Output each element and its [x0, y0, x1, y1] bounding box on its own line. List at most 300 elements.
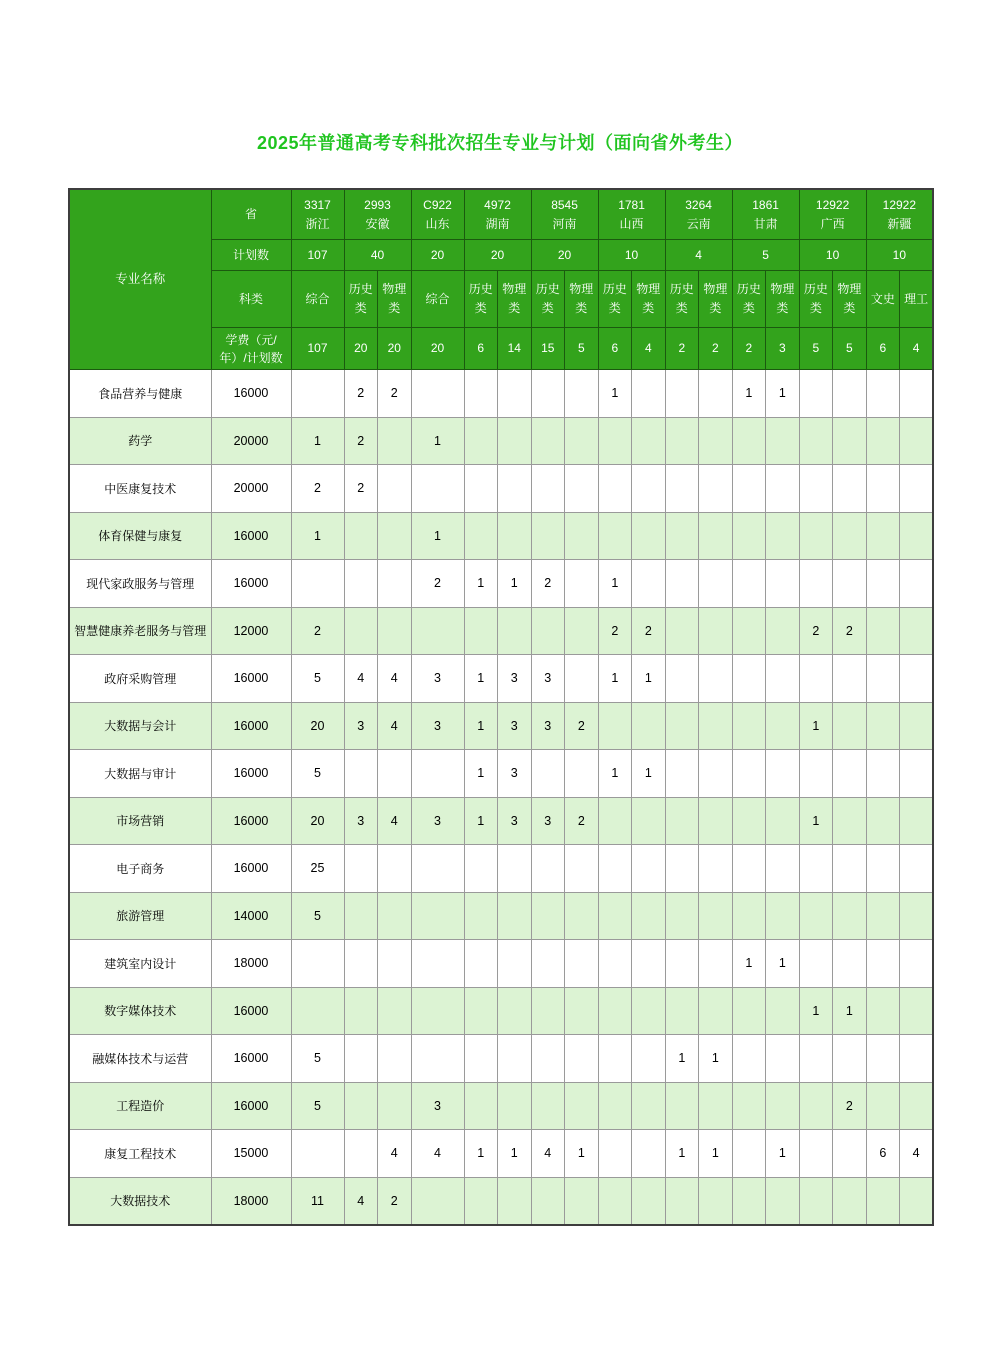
plan-value-cell: 4	[378, 797, 412, 845]
plan-value-cell: 1	[766, 370, 800, 418]
province-name: 云南	[686, 216, 711, 231]
plan-value-cell	[732, 417, 766, 465]
plan-value-cell	[766, 560, 800, 608]
plan-value-cell	[411, 987, 464, 1035]
plan-value-cell	[799, 512, 833, 560]
plan-value-cell	[531, 607, 565, 655]
province-name: 山西	[619, 216, 644, 231]
quota-cell: 2	[732, 328, 766, 370]
plan-value-cell	[565, 1082, 599, 1130]
plan-value-cell: 2	[344, 370, 378, 418]
plan-value-cell	[665, 1177, 699, 1225]
plan-value-cell	[866, 1177, 900, 1225]
plan-value-cell: 1	[464, 750, 498, 798]
plan-value-cell: 2	[565, 797, 599, 845]
plan-value-cell	[632, 465, 666, 513]
plan-value-cell: 11	[291, 1177, 344, 1225]
plan-value-cell	[766, 987, 800, 1035]
province-name: 安徽	[365, 216, 390, 231]
major-name-cell: 大数据与审计	[69, 750, 211, 798]
plan-value-cell	[766, 845, 800, 893]
plan-value-cell: 3	[531, 655, 565, 703]
plan-value-cell	[598, 1130, 632, 1178]
subject-cell: 物理类	[565, 271, 599, 328]
plan-value-cell	[531, 1177, 565, 1225]
plan-value-cell	[732, 987, 766, 1035]
plan-value-cell	[900, 512, 934, 560]
plan-value-cell: 1	[632, 655, 666, 703]
plan-value-cell: 5	[291, 1035, 344, 1083]
province-cell	[531, 189, 598, 240]
major-row	[69, 797, 933, 845]
fee-cell: 16000	[211, 370, 291, 418]
quota-cell: 2	[699, 328, 733, 370]
plan-count-cell: 10	[866, 240, 933, 271]
plan-value-cell: 1	[411, 417, 464, 465]
plan-value-cell	[900, 940, 934, 988]
subject-cell: 历史类	[799, 271, 833, 328]
plan-value-cell	[799, 940, 833, 988]
plan-value-cell	[799, 655, 833, 703]
quota-cell: 5	[833, 328, 867, 370]
subject-cell: 综合	[291, 271, 344, 328]
quota-cell: 20	[411, 328, 464, 370]
plan-value-cell	[866, 892, 900, 940]
plan-value-cell	[799, 1130, 833, 1178]
plan-value-cell	[866, 1035, 900, 1083]
plan-value-cell	[411, 845, 464, 893]
subject-cell: 历史类	[732, 271, 766, 328]
plan-value-cell	[665, 607, 699, 655]
fee-cell: 16000	[211, 1082, 291, 1130]
plan-value-cell	[699, 465, 733, 513]
subject-cell: 历史类	[598, 271, 632, 328]
plan-value-cell	[866, 655, 900, 703]
plan-value-cell	[900, 607, 934, 655]
plan-value-cell	[632, 417, 666, 465]
plan-row-label: 计划数	[211, 240, 291, 271]
plan-value-cell	[565, 892, 599, 940]
plan-value-cell	[632, 940, 666, 988]
province-row-label: 省	[211, 189, 291, 240]
plan-count-cell: 5	[732, 240, 799, 271]
plan-value-cell: 1	[799, 797, 833, 845]
page-title: 2025年普通高考专科批次招生专业与计划（面向省外考生）	[256, 133, 744, 153]
plan-value-cell: 1	[699, 1035, 733, 1083]
plan-value-cell: 3	[411, 797, 464, 845]
plan-value-cell	[732, 892, 766, 940]
plan-value-cell	[799, 1177, 833, 1225]
plan-value-cell	[531, 750, 565, 798]
plan-value-cell	[732, 607, 766, 655]
plan-value-cell	[699, 892, 733, 940]
major-row	[69, 845, 933, 893]
major-row	[69, 560, 933, 608]
plan-value-cell	[498, 845, 532, 893]
plan-value-cell	[632, 1035, 666, 1083]
fee-cell: 15000	[211, 1130, 291, 1178]
plan-value-cell	[565, 987, 599, 1035]
major-name-cell: 中医康复技术	[69, 465, 211, 513]
province-cell	[291, 189, 344, 240]
major-name-cell: 融媒体技术与运营	[69, 1035, 211, 1083]
province-name: 甘肃	[753, 216, 778, 231]
plan-value-cell	[531, 892, 565, 940]
plan-value-cell: 1	[464, 797, 498, 845]
plan-value-cell: 1	[699, 1130, 733, 1178]
plan-value-cell: 3	[498, 702, 532, 750]
major-row	[69, 512, 933, 560]
major-row	[69, 607, 933, 655]
fee-cell: 16000	[211, 702, 291, 750]
plan-value-cell	[699, 655, 733, 703]
plan-value-cell	[699, 560, 733, 608]
major-row	[69, 750, 933, 798]
fee-row-label: 学费（元/年）/计划数	[211, 328, 291, 370]
plan-value-cell	[598, 987, 632, 1035]
plan-value-cell	[732, 702, 766, 750]
plan-value-cell	[732, 1177, 766, 1225]
plan-value-cell	[833, 417, 867, 465]
plan-value-cell	[900, 1082, 934, 1130]
plan-value-cell	[411, 892, 464, 940]
plan-value-cell	[498, 1035, 532, 1083]
plan-value-cell	[411, 750, 464, 798]
plan-value-cell	[464, 987, 498, 1035]
plan-value-cell	[699, 702, 733, 750]
plan-value-cell	[833, 1035, 867, 1083]
plan-value-cell: 2	[598, 607, 632, 655]
plan-value-cell	[598, 465, 632, 513]
province-cell	[665, 189, 732, 240]
plan-value-cell: 1	[464, 560, 498, 608]
subject-cell: 历史类	[665, 271, 699, 328]
subject-cell: 文史	[866, 271, 900, 328]
plan-value-cell	[900, 560, 934, 608]
plan-value-cell: 6	[866, 1130, 900, 1178]
plan-count-cell: 20	[464, 240, 531, 271]
plan-value-cell	[344, 512, 378, 560]
plan-value-cell: 2	[291, 465, 344, 513]
plan-value-cell	[565, 417, 599, 465]
plan-value-cell: 1	[598, 655, 632, 703]
plan-value-cell	[766, 892, 800, 940]
plan-value-cell: 2	[565, 702, 599, 750]
plan-value-cell	[378, 845, 412, 893]
province-code: 1861	[752, 197, 779, 212]
plan-value-cell	[498, 987, 532, 1035]
plan-value-cell: 1	[665, 1130, 699, 1178]
plan-value-cell: 1	[598, 370, 632, 418]
quota-cell: 6	[598, 328, 632, 370]
plan-value-cell: 2	[833, 1082, 867, 1130]
plan-value-cell	[291, 1130, 344, 1178]
plan-value-cell	[344, 750, 378, 798]
plan-value-cell	[344, 1035, 378, 1083]
plan-value-cell	[866, 987, 900, 1035]
major-row	[69, 1035, 933, 1083]
province-code: C922	[423, 197, 452, 212]
plan-value-cell: 1	[411, 512, 464, 560]
plan-value-cell	[378, 417, 412, 465]
plan-value-cell	[344, 892, 378, 940]
province-cell	[464, 189, 531, 240]
plan-value-cell	[464, 1035, 498, 1083]
plan-value-cell	[632, 370, 666, 418]
plan-value-cell: 5	[291, 655, 344, 703]
plan-value-cell	[498, 1082, 532, 1130]
plan-value-cell	[411, 465, 464, 513]
subject-cell: 物理类	[632, 271, 666, 328]
major-row	[69, 987, 933, 1035]
plan-value-cell	[665, 417, 699, 465]
plan-value-cell: 2	[344, 417, 378, 465]
plan-value-cell	[531, 1035, 565, 1083]
plan-value-cell	[866, 607, 900, 655]
plan-value-cell	[799, 1035, 833, 1083]
plan-value-cell	[732, 1035, 766, 1083]
plan-value-cell	[866, 512, 900, 560]
plan-value-cell	[866, 1082, 900, 1130]
plan-value-cell	[378, 1035, 412, 1083]
plan-value-cell: 1	[665, 1035, 699, 1083]
plan-value-cell	[464, 512, 498, 560]
plan-value-cell	[565, 940, 599, 988]
plan-value-cell	[565, 655, 599, 703]
fee-cell: 16000	[211, 560, 291, 608]
plan-value-cell: 1	[833, 987, 867, 1035]
plan-value-cell	[531, 512, 565, 560]
plan-value-cell	[598, 417, 632, 465]
plan-value-cell	[900, 1177, 934, 1225]
plan-value-cell: 1	[598, 750, 632, 798]
plan-value-cell	[699, 417, 733, 465]
plan-value-cell	[632, 560, 666, 608]
plan-value-cell	[598, 1177, 632, 1225]
fee-cell: 16000	[211, 750, 291, 798]
plan-value-cell	[732, 560, 766, 608]
plan-value-cell	[665, 940, 699, 988]
plan-value-cell	[498, 607, 532, 655]
province-cell	[732, 189, 799, 240]
admission-plan-table	[68, 188, 934, 1226]
fee-cell: 20000	[211, 465, 291, 513]
plan-value-cell	[598, 702, 632, 750]
plan-value-cell	[833, 750, 867, 798]
plan-value-cell	[498, 940, 532, 988]
plan-value-cell: 1	[291, 417, 344, 465]
subject-cell: 物理类	[498, 271, 532, 328]
major-row	[69, 465, 933, 513]
plan-value-cell	[565, 1035, 599, 1083]
plan-value-cell	[732, 465, 766, 513]
plan-value-cell: 4	[344, 655, 378, 703]
fee-cell: 12000	[211, 607, 291, 655]
plan-value-cell	[498, 1177, 532, 1225]
plan-value-cell	[900, 465, 934, 513]
province-code: 1781	[618, 197, 645, 212]
major-row	[69, 1082, 933, 1130]
fee-cell: 16000	[211, 655, 291, 703]
plan-value-cell	[799, 845, 833, 893]
table-body	[69, 370, 933, 1226]
subject-row-label: 科类	[211, 271, 291, 328]
plan-value-cell	[766, 1177, 800, 1225]
plan-value-cell	[766, 702, 800, 750]
major-row	[69, 655, 933, 703]
plan-value-cell: 3	[344, 797, 378, 845]
fee-cell: 16000	[211, 512, 291, 560]
plan-value-cell	[632, 1177, 666, 1225]
plan-value-cell	[799, 750, 833, 798]
plan-value-cell	[866, 702, 900, 750]
plan-value-cell	[900, 797, 934, 845]
plan-value-cell: 2	[378, 1177, 412, 1225]
plan-value-cell	[833, 702, 867, 750]
subject-cell: 物理类	[378, 271, 412, 328]
major-name-cell: 旅游管理	[69, 892, 211, 940]
plan-value-cell	[378, 560, 412, 608]
plan-value-cell: 20	[291, 702, 344, 750]
major-name-cell: 电子商务	[69, 845, 211, 893]
quota-cell: 2	[665, 328, 699, 370]
corner-major-name-label: 专业名称	[69, 189, 211, 370]
plan-value-cell	[732, 845, 766, 893]
province-code: 3264	[685, 197, 712, 212]
plan-value-cell: 1	[732, 940, 766, 988]
plan-value-cell	[565, 845, 599, 893]
plan-value-cell: 1	[799, 987, 833, 1035]
plan-value-cell	[833, 892, 867, 940]
subject-cell: 物理类	[833, 271, 867, 328]
plan-value-cell	[531, 1082, 565, 1130]
plan-value-cell	[732, 1082, 766, 1130]
major-row	[69, 417, 933, 465]
plan-value-cell	[766, 607, 800, 655]
plan-value-cell	[565, 750, 599, 798]
plan-value-cell: 2	[799, 607, 833, 655]
plan-value-cell	[291, 987, 344, 1035]
quota-cell: 6	[866, 328, 900, 370]
plan-value-cell: 1	[464, 1130, 498, 1178]
plan-value-cell	[598, 1035, 632, 1083]
plan-value-cell	[565, 465, 599, 513]
province-cell	[866, 189, 933, 240]
plan-value-cell	[598, 797, 632, 845]
plan-value-cell	[464, 1177, 498, 1225]
quota-cell: 20	[378, 328, 412, 370]
plan-value-cell	[866, 417, 900, 465]
plan-value-cell: 2	[632, 607, 666, 655]
plan-value-cell	[378, 940, 412, 988]
plan-value-cell	[833, 655, 867, 703]
plan-count-cell: 10	[799, 240, 866, 271]
plan-value-cell: 2	[344, 465, 378, 513]
plan-value-cell: 4	[378, 1130, 412, 1178]
major-row	[69, 1130, 933, 1178]
table-header	[69, 189, 933, 370]
plan-value-cell	[833, 940, 867, 988]
plan-value-cell	[464, 940, 498, 988]
province-code: 12922	[815, 197, 850, 212]
plan-value-cell	[866, 370, 900, 418]
plan-value-cell	[900, 370, 934, 418]
plan-value-cell	[665, 512, 699, 560]
province-name: 新疆	[887, 216, 912, 231]
plan-count-cell: 4	[665, 240, 732, 271]
plan-value-cell	[464, 370, 498, 418]
plan-value-cell	[732, 1130, 766, 1178]
plan-value-cell	[799, 560, 833, 608]
fee-cell: 16000	[211, 845, 291, 893]
major-name-cell: 现代家政服务与管理	[69, 560, 211, 608]
major-row	[69, 940, 933, 988]
plan-value-cell: 2	[411, 560, 464, 608]
plan-value-cell: 20	[291, 797, 344, 845]
plan-value-cell: 2	[531, 560, 565, 608]
plan-value-cell: 3	[531, 702, 565, 750]
quota-cell: 6	[464, 328, 498, 370]
plan-value-cell	[344, 987, 378, 1035]
major-name-cell: 体育保健与康复	[69, 512, 211, 560]
plan-value-cell	[766, 655, 800, 703]
plan-value-cell	[291, 940, 344, 988]
plan-value-cell	[531, 987, 565, 1035]
subject-cell: 综合	[411, 271, 464, 328]
plan-value-cell	[833, 512, 867, 560]
plan-value-cell	[464, 607, 498, 655]
plan-value-cell	[900, 1035, 934, 1083]
plan-value-cell	[411, 940, 464, 988]
quota-cell: 3	[766, 328, 800, 370]
plan-value-cell	[665, 465, 699, 513]
major-name-cell: 建筑室内设计	[69, 940, 211, 988]
plan-value-cell	[665, 1082, 699, 1130]
plan-value-cell	[766, 1035, 800, 1083]
plan-value-cell	[866, 940, 900, 988]
fee-cell: 18000	[211, 940, 291, 988]
plan-value-cell	[378, 465, 412, 513]
plan-value-cell: 5	[291, 892, 344, 940]
fee-cell: 18000	[211, 1177, 291, 1225]
province-code: 4972	[484, 197, 511, 212]
plan-value-cell	[900, 655, 934, 703]
plan-value-cell	[799, 1082, 833, 1130]
plan-value-cell	[699, 845, 733, 893]
plan-value-cell	[598, 940, 632, 988]
major-name-cell: 食品营养与健康	[69, 370, 211, 418]
plan-value-cell: 2	[378, 370, 412, 418]
subject-cell: 理工	[900, 271, 934, 328]
plan-value-cell: 1	[732, 370, 766, 418]
plan-value-cell: 3	[498, 655, 532, 703]
plan-value-cell	[531, 417, 565, 465]
plan-value-cell	[699, 940, 733, 988]
major-name-cell: 大数据技术	[69, 1177, 211, 1225]
plan-value-cell: 1	[464, 655, 498, 703]
plan-value-cell	[344, 1130, 378, 1178]
plan-value-cell	[833, 845, 867, 893]
plan-value-cell	[344, 560, 378, 608]
plan-value-cell	[378, 892, 412, 940]
plan-value-cell	[900, 750, 934, 798]
plan-value-cell	[498, 512, 532, 560]
plan-value-cell	[565, 1177, 599, 1225]
plan-value-cell: 1	[799, 702, 833, 750]
plan-value-cell	[665, 370, 699, 418]
plan-value-cell	[699, 370, 733, 418]
fee-cell: 14000	[211, 892, 291, 940]
